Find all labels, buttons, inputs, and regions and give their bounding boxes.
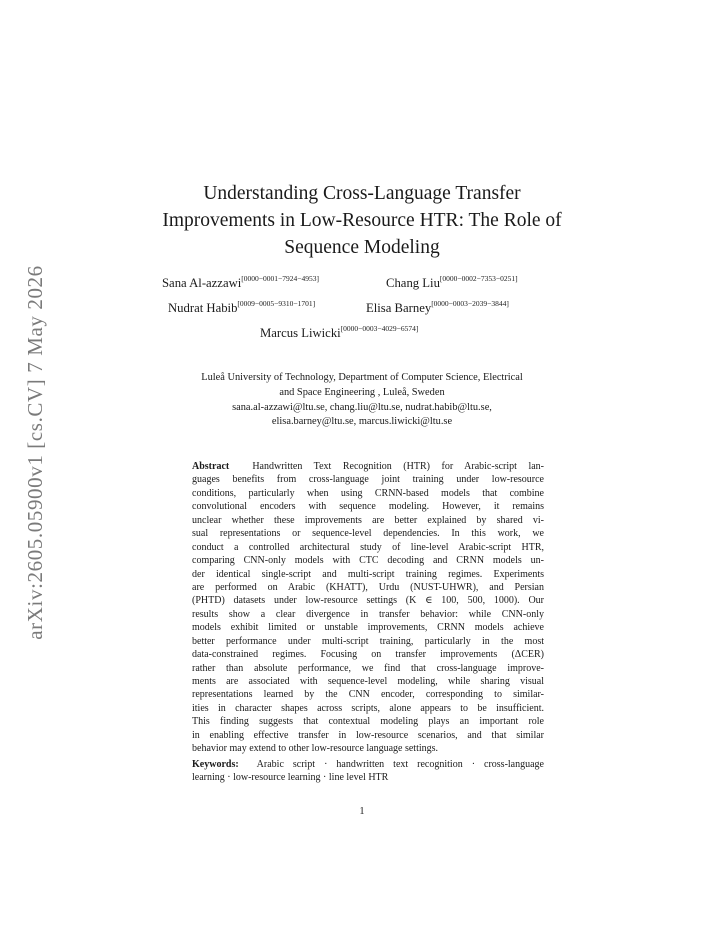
abstract bbox=[192, 460, 544, 756]
abstract-line: This finding suggests that contextual modeling plays an important role bbox=[192, 716, 544, 728]
abstract-line: conduct a controlled architectural study of line-level Arabic-script HTR, bbox=[192, 541, 544, 553]
abstract-line: unclear whether these improvements are better explained by shared vi- bbox=[192, 514, 544, 526]
affiliation-line: and Space Engineering , Luleå, Sweden bbox=[279, 386, 445, 398]
affiliation-line: Luleå University of Technology, Department of Computer Science, Electrical bbox=[201, 372, 523, 383]
author-orcid: [0000−0003−2039−3844] bbox=[431, 299, 509, 308]
paper-title bbox=[120, 180, 604, 261]
author-name: Chang Liu bbox=[386, 276, 440, 290]
abstract-line: in enabling effective transfer in low-resource scenarios, and that similar bbox=[192, 729, 544, 741]
abstract-label: Abstract bbox=[192, 461, 230, 472]
title-line: Sequence Modeling bbox=[284, 237, 440, 258]
title-line: Improvements in Low-Resource HTR: The Role of bbox=[162, 210, 562, 231]
author-name: Nudrat Habib bbox=[168, 301, 238, 315]
abstract-line: behavior may extend to other low-resource language settings. bbox=[192, 743, 439, 755]
abstract-line: conditions, particularly when using CRNN-based models that combine bbox=[192, 487, 544, 499]
keywords-label: Keywords: bbox=[192, 759, 239, 770]
abstract-line: models exhibit limited or unstable improvements, CRNN models achieve bbox=[192, 622, 544, 634]
abstract-line: ments are associated with sequence-level modeling, while sharing visual bbox=[192, 676, 544, 687]
abstract-line: der identical single-script and multi-script training regimes. Experiments bbox=[192, 568, 544, 580]
abstract-text: Handwritten Text Recognition (HTR) for Arabic-script lan- bbox=[252, 461, 545, 472]
abstract-line: are performed on Arabic (KHATT), Urdu (NUST-UHWR), and Persian bbox=[192, 581, 544, 593]
abstract-line: rather than absolute performance, we find that cross-language improve- bbox=[192, 662, 544, 674]
abstract-line: representations learned by the CNN encoder, corresponding to similar- bbox=[192, 689, 544, 701]
author-name: Sana Al-azzawi bbox=[162, 276, 242, 290]
author-entry bbox=[260, 322, 418, 340]
author-emails: elisa.barney@ltu.se, marcus.liwicki@ltu.se bbox=[271, 416, 453, 428]
arxiv-identifier bbox=[15, 260, 55, 644]
abstract-line: comparing CNN-only models with CTC decoding and CRNN models un- bbox=[192, 555, 544, 567]
abstract-line: ities in character shapes across scripts, alone appears to be insufficient. bbox=[192, 702, 544, 714]
abstract-line: sual representations or sequence-level dependencies. In this work, we bbox=[192, 528, 544, 540]
keywords bbox=[192, 758, 544, 785]
author-entry bbox=[162, 272, 319, 290]
abstract-line: convolutional encoders with sequence modeling. However, it remains bbox=[192, 501, 544, 513]
author-orcid: [0009−0005−9310−1701] bbox=[237, 299, 316, 308]
abstract-line: guages benefits from cross-language joint training under low-resource bbox=[192, 474, 544, 486]
author-orcid: [0000−0003−4029−6574] bbox=[340, 324, 419, 333]
keywords-line: learning · low-resource learning · line level HTR bbox=[192, 772, 389, 784]
author-orcid: [0000−0001−7924−4953] bbox=[241, 274, 319, 283]
title-line: Understanding Cross-Language Transfer bbox=[203, 183, 521, 204]
keywords-text: Arabic script · handwritten text recognition · cross-language bbox=[256, 759, 544, 770]
author-entry bbox=[386, 272, 518, 290]
page-number: 1 bbox=[359, 806, 365, 817]
abstract-line: data-constrained regimes. Focusing on transfer improvements (ΔCER) bbox=[192, 649, 544, 661]
author-name: Elisa Barney bbox=[366, 301, 432, 315]
arxiv-identifier-text: arXiv:2605.05900v1 [cs.CV] 7 May 2026 bbox=[22, 264, 47, 640]
author-entry bbox=[366, 297, 509, 315]
abstract-line: better performance under multi-script training, particularly in the most bbox=[192, 635, 544, 647]
abstract-line: (PHTD) datasets under low-resource settings (K ∈ 100, 500, 1000). Our bbox=[192, 595, 544, 607]
abstract-line bbox=[192, 460, 544, 473]
author-name: Marcus Liwicki bbox=[260, 326, 341, 340]
author-entry bbox=[168, 297, 315, 315]
author-orcid: [0000−0002−7353−0251] bbox=[439, 274, 518, 283]
author-emails: sana.al-azzawi@ltu.se, chang.liu@ltu.se, nudrat.habib@ltu.se, bbox=[232, 401, 492, 413]
affiliation-block bbox=[150, 371, 574, 430]
keywords-line bbox=[192, 758, 544, 771]
abstract-line: results show a clear divergence in transfer behavior: while CNN-only bbox=[192, 608, 544, 620]
